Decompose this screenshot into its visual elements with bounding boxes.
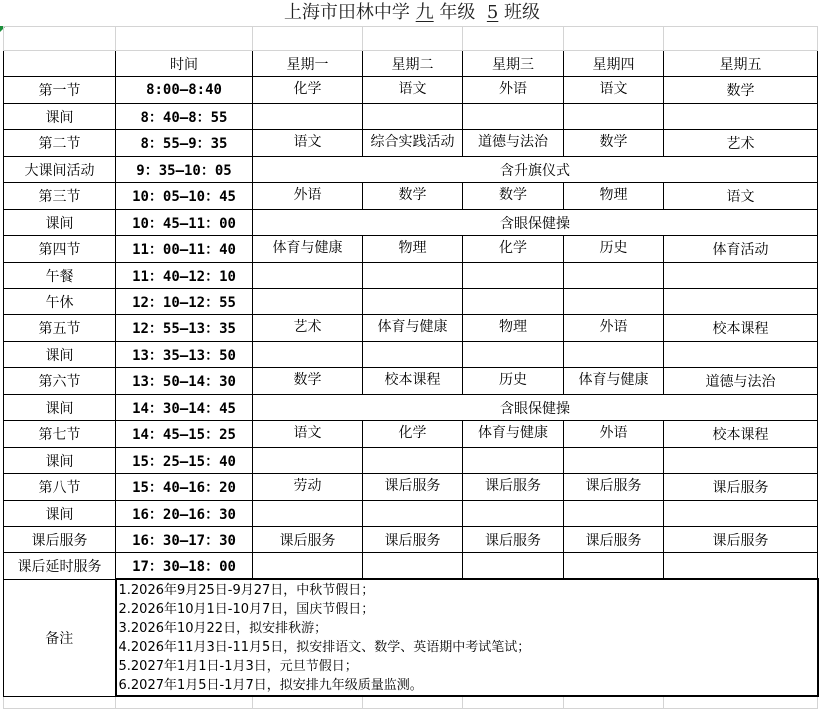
note-item: 1.2026年9月25日-9月27日，中秋节假日； bbox=[118, 583, 375, 598]
subject-cell-thu[interactable]: 外语 bbox=[564, 421, 664, 448]
period-time[interactable]: 16：20—16：30 bbox=[116, 501, 253, 527]
period-label[interactable]: 课后服务 bbox=[4, 527, 116, 553]
subject-cell-fri[interactable] bbox=[664, 342, 818, 368]
notes-label[interactable]: 备注 bbox=[4, 579, 116, 696]
period-time[interactable]: 10：05—10：45 bbox=[116, 183, 253, 210]
subject-cell-fri[interactable] bbox=[664, 553, 818, 580]
subject-cell-wed[interactable]: 课后服务 bbox=[463, 527, 564, 553]
blank-cell[interactable] bbox=[463, 27, 564, 51]
period-label[interactable]: 课间 bbox=[4, 448, 116, 474]
header-row bbox=[4, 51, 818, 77]
subject-cell-thu[interactable] bbox=[564, 448, 664, 474]
note-item: 5.2027年1月1日-1月3日，元旦节假日； bbox=[118, 659, 358, 674]
period-label[interactable]: 大课间活动 bbox=[4, 157, 116, 183]
subject-cell-thu[interactable] bbox=[564, 342, 664, 368]
subject-cell-thu[interactable] bbox=[564, 289, 664, 315]
subject-cell-tue[interactable]: 课后服务 bbox=[363, 527, 463, 553]
subject-cell-mon[interactable]: 语文 bbox=[253, 421, 363, 448]
subject-cell-fri[interactable] bbox=[664, 263, 818, 289]
subject-cell-fri[interactable] bbox=[664, 501, 818, 527]
merged-activity-cell[interactable]: 含眼保健操 bbox=[253, 210, 818, 236]
period-time[interactable]: 14：30—14：45 bbox=[116, 395, 253, 421]
subject-cell-wed[interactable]: 化学 bbox=[463, 236, 564, 263]
period-time[interactable]: 14：45—15：25 bbox=[116, 421, 253, 448]
subject-cell-mon[interactable]: 化学 bbox=[253, 77, 363, 104]
subject-cell-thu[interactable]: 课后服务 bbox=[564, 527, 664, 553]
schedule-row bbox=[4, 368, 818, 395]
subject-cell-tue[interactable]: 数学 bbox=[363, 183, 463, 210]
subject-cell-thu[interactable] bbox=[564, 501, 664, 527]
subject-cell-fri[interactable] bbox=[664, 289, 818, 315]
subject-cell-mon[interactable] bbox=[253, 501, 363, 527]
period-label[interactable]: 课后延时服务 bbox=[4, 553, 116, 580]
subject-cell-wed[interactable] bbox=[463, 263, 564, 289]
subject-cell-thu[interactable] bbox=[564, 263, 664, 289]
blank-cell[interactable] bbox=[363, 27, 463, 51]
blank-cell[interactable] bbox=[463, 696, 564, 709]
subject-cell-mon[interactable] bbox=[253, 553, 363, 580]
note-item: 4.2026年11月3日-11月5日，拟安排语文、数学、英语期中考试笔试； bbox=[118, 640, 531, 655]
header-day-fri[interactable]: 星期五 bbox=[664, 51, 818, 77]
subject-cell-wed[interactable] bbox=[463, 553, 564, 580]
schedule-row bbox=[4, 474, 818, 501]
subject-cell-mon[interactable]: 艺术 bbox=[253, 315, 363, 342]
subject-cell-thu[interactable] bbox=[564, 104, 664, 130]
class-label: 班级 bbox=[504, 2, 541, 23]
schedule-row bbox=[4, 263, 818, 289]
period-time[interactable]: 17：30—18：00 bbox=[116, 553, 253, 580]
blank-cell[interactable] bbox=[4, 27, 116, 51]
note-item: 6.2027年1月5日-1月7日，拟安排九年级质量监测。 bbox=[118, 678, 423, 693]
subject-cell-fri[interactable] bbox=[664, 448, 818, 474]
period-time[interactable]: 9：35—10：05 bbox=[116, 157, 253, 183]
subject-cell-wed[interactable]: 物理 bbox=[463, 315, 564, 342]
period-label[interactable]: 第六节 bbox=[4, 368, 116, 395]
period-label[interactable]: 午餐 bbox=[4, 263, 116, 289]
period-time[interactable]: 15：40—16：20 bbox=[116, 474, 253, 501]
subject-cell-fri[interactable]: 语文 bbox=[664, 183, 818, 210]
header-corner[interactable] bbox=[4, 51, 116, 77]
subject-cell-mon[interactable]: 劳动 bbox=[253, 474, 363, 501]
blank-cell[interactable] bbox=[564, 696, 664, 709]
schedule-row bbox=[4, 104, 818, 130]
subject-cell-wed[interactable] bbox=[463, 104, 564, 130]
grade-value: 九 bbox=[415, 2, 434, 23]
notes-row bbox=[4, 579, 818, 696]
subject-cell-wed[interactable] bbox=[463, 289, 564, 315]
period-time[interactable]: 16：30—17：30 bbox=[116, 527, 253, 553]
schedule-row bbox=[4, 553, 818, 580]
period-time[interactable]: 13：35—13：50 bbox=[116, 342, 253, 368]
period-time[interactable]: 10：45—11：00 bbox=[116, 210, 253, 236]
subject-cell-mon[interactable] bbox=[253, 342, 363, 368]
period-time[interactable]: 11：40—12：10 bbox=[116, 263, 253, 289]
subject-cell-thu[interactable]: 物理 bbox=[564, 183, 664, 210]
merged-activity-cell[interactable]: 含升旗仪式 bbox=[253, 157, 818, 183]
period-label[interactable]: 课间 bbox=[4, 501, 116, 527]
blank-cell[interactable] bbox=[4, 696, 116, 709]
period-time[interactable]: 8：55—9：35 bbox=[116, 130, 253, 157]
period-time[interactable]: 15：25—15：40 bbox=[116, 448, 253, 474]
subject-cell-tue[interactable]: 校本课程 bbox=[363, 368, 463, 395]
blank-cell[interactable] bbox=[363, 696, 463, 709]
schedule-row bbox=[4, 421, 818, 448]
subject-cell-mon[interactable] bbox=[253, 263, 363, 289]
subject-cell-tue[interactable]: 化学 bbox=[363, 421, 463, 448]
school-name: 上海市田林中学 bbox=[283, 2, 410, 23]
subject-cell-fri[interactable]: 课后服务 bbox=[664, 527, 818, 553]
subject-cell-mon[interactable] bbox=[253, 289, 363, 315]
subject-cell-wed[interactable]: 道德与法治 bbox=[463, 130, 564, 157]
header-day-thu[interactable]: 星期四 bbox=[564, 51, 664, 77]
subject-cell-tue[interactable]: 课后服务 bbox=[363, 474, 463, 501]
blank-cell[interactable] bbox=[664, 27, 818, 51]
subject-cell-wed[interactable]: 数学 bbox=[463, 183, 564, 210]
period-label[interactable]: 第五节 bbox=[4, 315, 116, 342]
period-time[interactable]: 8：40—8：55 bbox=[116, 104, 253, 130]
schedule-row bbox=[4, 183, 818, 210]
period-time[interactable]: 13：50—14：30 bbox=[116, 368, 253, 395]
period-label[interactable]: 课间 bbox=[4, 104, 116, 130]
subject-cell-wed[interactable]: 历史 bbox=[463, 368, 564, 395]
schedule-row bbox=[4, 342, 818, 368]
period-label[interactable]: 第三节 bbox=[4, 183, 116, 210]
subject-cell-tue[interactable] bbox=[363, 448, 463, 474]
subject-cell-fri[interactable]: 校本课程 bbox=[664, 421, 818, 448]
subject-cell-thu[interactable]: 体育与健康 bbox=[564, 368, 664, 395]
schedule-row bbox=[4, 448, 818, 474]
subject-cell-mon[interactable] bbox=[253, 448, 363, 474]
subject-cell-wed[interactable] bbox=[463, 448, 564, 474]
page-title bbox=[0, 0, 824, 26]
subject-cell-wed[interactable]: 外语 bbox=[463, 77, 564, 104]
schedule-row bbox=[4, 236, 818, 263]
grade-label: 年级 bbox=[439, 2, 476, 23]
header-day-wed[interactable]: 星期三 bbox=[463, 51, 564, 77]
schedule-row bbox=[4, 501, 818, 527]
schedule-row bbox=[4, 210, 818, 236]
blank-cell[interactable] bbox=[253, 696, 363, 709]
subject-cell-mon[interactable] bbox=[253, 104, 363, 130]
subject-cell-mon[interactable]: 体育与健康 bbox=[253, 236, 363, 263]
class-value: 5 bbox=[486, 2, 499, 23]
subject-cell-fri[interactable]: 课后服务 bbox=[664, 474, 818, 501]
subject-cell-thu[interactable]: 课后服务 bbox=[564, 474, 664, 501]
subject-cell-tue[interactable]: 综合实践活动 bbox=[363, 130, 463, 157]
period-label[interactable]: 课间 bbox=[4, 210, 116, 236]
subject-cell-wed[interactable] bbox=[463, 342, 564, 368]
period-time[interactable]: 11：00—11：40 bbox=[116, 236, 253, 263]
subject-cell-fri[interactable]: 校本课程 bbox=[664, 315, 818, 342]
header-day-tue[interactable]: 星期二 bbox=[363, 51, 463, 77]
subject-cell-tue[interactable] bbox=[363, 104, 463, 130]
header-time[interactable]: 时间 bbox=[116, 51, 253, 77]
subject-cell-tue[interactable] bbox=[363, 501, 463, 527]
subject-cell-thu[interactable]: 语文 bbox=[564, 77, 664, 104]
period-label[interactable]: 午休 bbox=[4, 289, 116, 315]
schedule-row bbox=[4, 395, 818, 421]
subject-cell-fri[interactable]: 数学 bbox=[664, 77, 818, 104]
notes-content[interactable] bbox=[116, 579, 818, 696]
schedule-row bbox=[4, 157, 818, 183]
subject-cell-mon[interactable]: 语文 bbox=[253, 130, 363, 157]
subject-cell-fri[interactable]: 道德与法治 bbox=[664, 368, 818, 395]
subject-cell-mon[interactable]: 课后服务 bbox=[253, 527, 363, 553]
subject-cell-wed[interactable]: 体育与健康 bbox=[463, 421, 564, 448]
note-item: 2.2026年10月1日-10月7日，国庆节假日； bbox=[118, 602, 375, 617]
subject-cell-thu[interactable] bbox=[564, 553, 664, 580]
blank-cell[interactable] bbox=[664, 696, 818, 709]
subject-cell-tue[interactable] bbox=[363, 342, 463, 368]
subject-cell-mon[interactable]: 外语 bbox=[253, 183, 363, 210]
subject-cell-thu[interactable]: 外语 bbox=[564, 315, 664, 342]
schedule-row bbox=[4, 527, 818, 553]
schedule-row bbox=[4, 77, 818, 104]
subject-cell-thu[interactable]: 历史 bbox=[564, 236, 664, 263]
subject-cell-tue[interactable]: 语文 bbox=[363, 77, 463, 104]
blank-cell[interactable] bbox=[253, 27, 363, 51]
subject-cell-wed[interactable]: 课后服务 bbox=[463, 474, 564, 501]
subject-cell-tue[interactable] bbox=[363, 553, 463, 580]
period-label[interactable]: 第四节 bbox=[4, 236, 116, 263]
blank-cell[interactable] bbox=[564, 27, 664, 51]
subject-cell-tue[interactable]: 物理 bbox=[363, 236, 463, 263]
subject-cell-fri[interactable]: 艺术 bbox=[664, 130, 818, 157]
period-label[interactable]: 第二节 bbox=[4, 130, 116, 157]
period-label[interactable]: 课间 bbox=[4, 342, 116, 368]
subject-cell-wed[interactable] bbox=[463, 501, 564, 527]
period-label[interactable]: 第八节 bbox=[4, 474, 116, 501]
blank-cell[interactable] bbox=[116, 27, 253, 51]
schedule-row bbox=[4, 289, 818, 315]
subject-cell-fri[interactable] bbox=[664, 104, 818, 130]
blank-cell[interactable] bbox=[116, 696, 253, 709]
period-time[interactable]: 12：55—13：35 bbox=[116, 315, 253, 342]
note-item: 3.2026年10月22日，拟安排秋游； bbox=[118, 621, 328, 636]
schedule-row bbox=[4, 315, 818, 342]
subject-cell-mon[interactable]: 数学 bbox=[253, 368, 363, 395]
subject-cell-tue[interactable] bbox=[363, 263, 463, 289]
period-label[interactable]: 第七节 bbox=[4, 421, 116, 448]
merged-activity-cell[interactable]: 含眼保健操 bbox=[253, 395, 818, 421]
subject-cell-tue[interactable] bbox=[363, 289, 463, 315]
period-label[interactable]: 课间 bbox=[4, 395, 116, 421]
period-label[interactable]: 第一节 bbox=[4, 77, 116, 104]
subject-cell-tue[interactable]: 体育与健康 bbox=[363, 315, 463, 342]
period-time[interactable]: 12：10—12：55 bbox=[116, 289, 253, 315]
subject-cell-thu[interactable]: 数学 bbox=[564, 130, 664, 157]
header-day-mon[interactable]: 星期一 bbox=[253, 51, 363, 77]
subject-cell-fri[interactable]: 体育活动 bbox=[664, 236, 818, 263]
schedule-row bbox=[4, 130, 818, 157]
period-time[interactable]: 8:00—8:40 bbox=[116, 77, 253, 104]
timetable bbox=[3, 26, 819, 709]
